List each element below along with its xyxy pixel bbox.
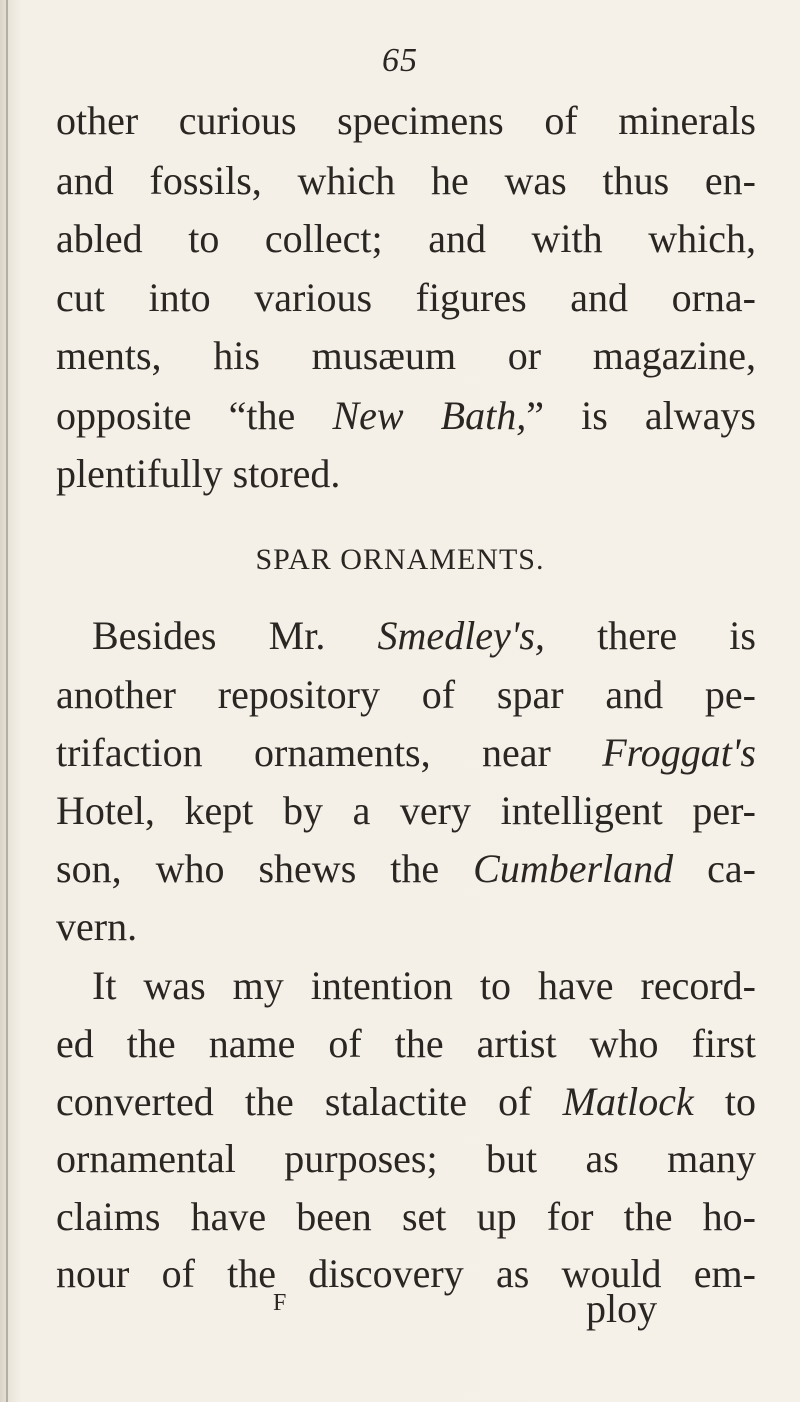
text-line: ed the name of the artist who first xyxy=(56,1021,756,1066)
signature-mark: F xyxy=(273,1290,288,1316)
section-heading: SPAR ORNAMENTS. xyxy=(255,543,545,576)
text-line: nour of the discovery as would em- xyxy=(56,1251,756,1296)
page-number: 65 xyxy=(382,42,418,79)
text-line: ornamental purposes; but as many xyxy=(56,1136,756,1181)
italic-place-name: Cumberland xyxy=(473,846,674,891)
text-line: Hotel, kept by a very intelligent per- xyxy=(56,788,756,833)
italic-name: Froggat's xyxy=(602,730,756,775)
text-line: other curious specimens of minerals xyxy=(56,98,756,143)
text-line: ments, his musæum or magazine, xyxy=(56,333,756,378)
text-line: opposite “the New Bath,” is always xyxy=(56,393,756,438)
catchword: ploy xyxy=(586,1286,658,1331)
binding-edge xyxy=(6,0,8,1402)
text-line: another repository of spar and pe- xyxy=(56,672,756,717)
text-line: converted the stalactite of Matlock to xyxy=(56,1079,756,1124)
text-line: son, who shews the Cumberland ca- xyxy=(56,846,756,891)
text-line: claims have been set up for the ho- xyxy=(56,1194,756,1239)
italic-place-name: New Bath, xyxy=(332,393,527,438)
text-line: trifaction ornaments, near Froggat's xyxy=(56,730,756,775)
italic-name: Smedley's, xyxy=(377,613,545,658)
text-line: plentifully stored. xyxy=(56,451,341,496)
text-line: vern. xyxy=(56,904,138,949)
text-line: It was my intention to have record- xyxy=(92,963,756,1008)
text-line: Besides Mr. Smedley's, there is xyxy=(92,613,756,658)
text-line: abled to collect; and with which, xyxy=(56,216,756,261)
italic-place-name: Matlock xyxy=(562,1079,694,1124)
text-line: and fossils, which he was thus en- xyxy=(56,158,756,203)
text-line: cut into various figures and orna- xyxy=(56,275,756,320)
